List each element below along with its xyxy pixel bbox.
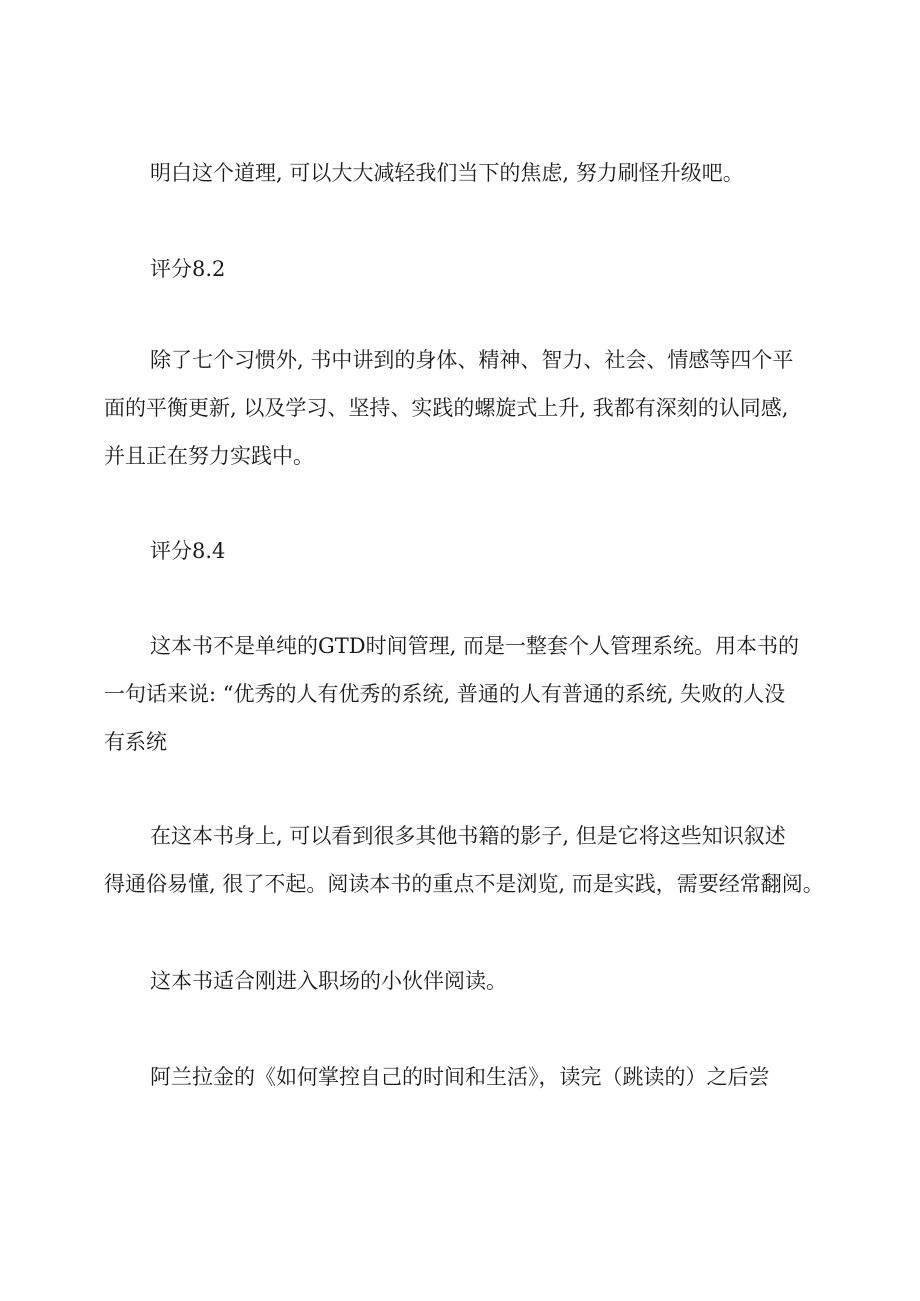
rating-8-4: 评分8.4 bbox=[150, 539, 226, 563]
paragraph-5-line-3: 有系统 bbox=[104, 730, 167, 754]
paragraph-7-line-1: 这本书适合刚进入职场的小伙伴阅读。 bbox=[150, 969, 507, 993]
paragraph-8-line-1: 阿兰拉金的《如何掌控自己的时间和生活》，读完（跳读的）之后尝 bbox=[150, 1065, 770, 1089]
paragraph-6-line-2: 得通俗易懂, 很了不起。阅读本书的重点不是浏览, 而是实践，需要经常翻阅。 bbox=[104, 872, 824, 896]
paragraph-5-line-1: 这本书不是单纯的GTD时间管理, 而是一整套个人管理系统。用本书的 bbox=[150, 634, 799, 658]
paragraph-5-line-2: 一句话来说: “优秀的人有优秀的系统, 普通的人有普通的系统, 失败的人没 bbox=[104, 682, 786, 706]
paragraph-3-line-2: 面的平衡更新, 以及学习、坚持、实践的螺旋式上升, 我都有深刻的认同感, bbox=[104, 396, 789, 420]
rating-8-2: 评分8.2 bbox=[150, 257, 226, 281]
paragraph-1-line-1: 明白这个道理, 可以大大减轻我们当下的焦虑, 努力刷怪升级吧。 bbox=[150, 161, 744, 185]
paragraph-6-line-1: 在这本书身上, 可以看到很多其他书籍的影子, 但是它将这些知识叙述 bbox=[150, 824, 786, 848]
paragraph-3-line-3: 并且正在努力实践中。 bbox=[104, 444, 314, 468]
paragraph-3-line-1: 除了七个习惯外, 书中讲到的身体、精神、智力、社会、情感等四个平 bbox=[150, 348, 794, 372]
